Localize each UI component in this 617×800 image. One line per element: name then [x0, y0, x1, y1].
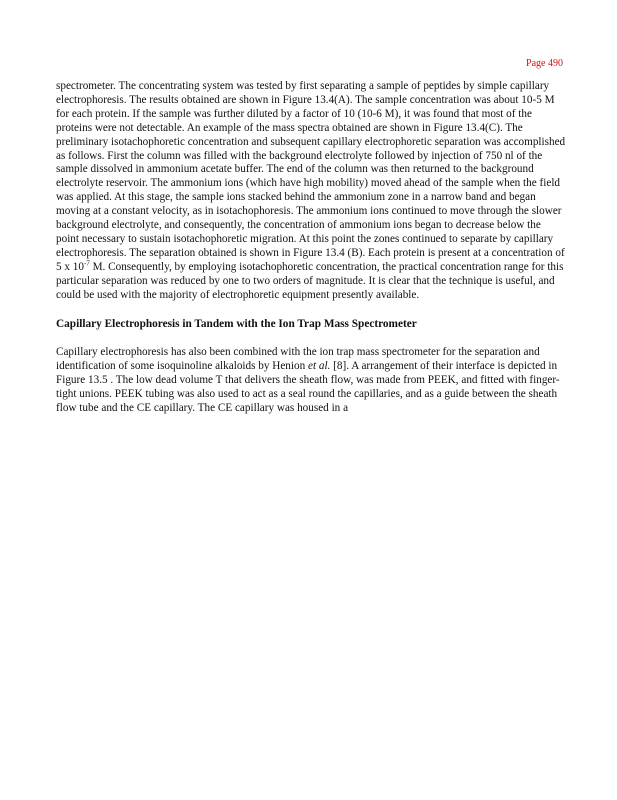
page-number: Page 490	[526, 58, 563, 69]
exponent: -7	[83, 259, 90, 268]
paragraph-ion-trap	[56, 346, 566, 416]
page-content	[56, 80, 566, 416]
paragraph-text: Capillary electrophoresis has also been combined with the ion trap mass spectrometer for the separation and identification of some isoquinoline alkaloids by Henion	[56, 346, 540, 373]
section-heading: Capillary Electrophoresis in Tandem with the Ion Trap Mass Spectrometer	[56, 317, 417, 330]
paragraph-text-continued: [8]. A arrangement of their interface is depicted in Figure 13.5 . The low dead volume T that delivers the sheath flow, was made from PEEK, and fitted with finger-tight unions. PEEK tubing was also used to act as a seal round the capillaries, and as a guide between the sheath flow tube and the CE capillary. The CE capillary was housed in a	[56, 360, 560, 415]
citation-et-al: et al.	[308, 360, 331, 373]
paragraph-text: spectrometer. The concentrating system was tested by first separating a sample of peptides by simple capillary electrophoresis. The results obtained are shown in Figure 13.4(A). The sample concentration was about 10-5 M for each protein. If the sample was further diluted by a factor of 10 (10-6 M), it was found that most of the proteins were not detectable. An example of the mass spectra obtained are shown in Figure 13.4(C). The preliminary isotachophoretic concentration and subsequent capillary electrophoretic separation was accomplished as follows. First the column was filled with the background electrolyte followed by injection of 750 nl of the sample dissolved in ammonium acetate buffer. The end of the column was then returned to the background electrolyte reservoir. The ammonium ions (which have high mobility) moved ahead of the sample when the field was applied. At this stage, the sample ions stacked behind the ammonium zone in a narrow band and began moving at a constant velocity, as in isotachophoresis. The ammonium ions continued to move through the slower background electrolyte, and consequently, the concentration of ammonium ions began to decrease below the point necessary to sustain isotachophoretic migration. At this point the zones continued to separate by capillary electrophoresis. The separation obtained is shown in Figure 13.4 (B). Each protein is present at a concentration of 5 x 10	[56, 80, 566, 273]
paragraph-text-continued: M. Consequently, by employing isotachophoretic concentration, the practical concentration range for this particular separation was reduced by one to two orders of magnitude. It is clear that the technique is useful, and could be used with the majority of electrophoretic equipment presently available.	[56, 260, 564, 301]
paragraph-isotachophoresis	[56, 80, 566, 303]
